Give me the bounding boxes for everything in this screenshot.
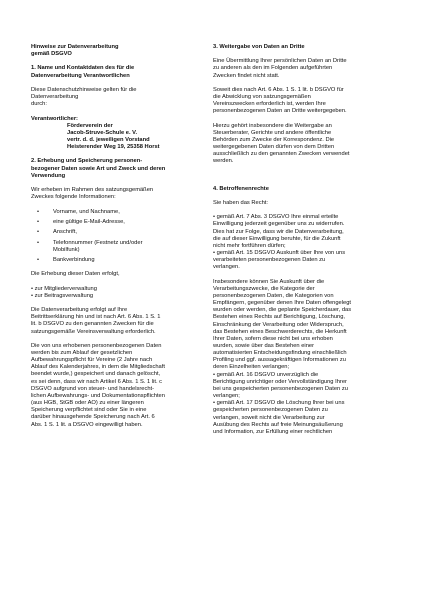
list-item: • eine gültige E-Mail-Adresse, [31,219,203,226]
list-item: • Vorname, und Nachname, [31,209,203,216]
right-column [213,44,399,436]
rights-paragraph-1: • gemäß Art. 7 Abs. 3 DSGVO Ihre einmal erteilte Einwilligung jederzeit gegenüber uns zu widerrufen. Dies hat zur Folge, dass wir die Datenverarbeitung, die auf dieser Einwilligung beruhte, für die Zukunft nicht mehr fortführen dürfen; • gemäß Art. 15 DSGVO Auskunft über Ihre von uns verarbeiteten personenbezogenen Daten zu verlangen. [213,214,346,271]
section-1-intro: Diese Datenschutzhinweise gelten für die Datenverarbeitung durch: [31,86,137,108]
section-1-title: 1. Name und Kontaktdaten des für die Datenverarbeitung Verantwortlichen [31,65,135,79]
rights-paragraph-2: Insbesondere können Sie Auskunft über die Verarbeitungszwecke, die Kategorie der personenbezogenen Daten, die Kategorien von Empfängern, gegenüber denen Ihre Daten offengelegt wurden oder werden, die geplante Speicherdauer, das Bestehen eines Rechts auf Berichtigung, Löschung, Einschränkung der Verarbeitung oder Widerspruch, das Bestehen eines Beschwerderechts, die Herkunft Ihrer Daten, sofern diese nicht bei uns erhoben wurden, sowie über das Bestehen einer automatisierten Entscheidungsfindung einschließlich Profiling und ggf. aussagekräftigen Informationen zu deren Einzelheiten verlangen; • gemäß Art. 16 DSGVO unverzüglich die Berichtigung unrichtiger oder Vervollständigung Ihrer bei uns gespeicherten personenbezogenen Daten zu verlangen; • gemäß Art. 17 DSGVO die Löschung Ihrer bei uns gespeicherten personenbezogenen Daten zu verlangen, soweit nicht die Verarbeitung zur Ausübung des Rechts auf freie Meinungsäußerung und Information, zur Erfüllung einer rechtlichen [213,278,352,435]
collected-data-list [31,209,203,265]
purpose-intro: Die Erhebung dieser Daten erfolgt, [31,271,120,278]
list-item: • Telefonnummer (Festnetz und/oder Mobilfunk) [31,240,203,254]
doc-title: Hinweise zur Datenverarbeitung gemäß DSGVO [31,44,119,58]
list-item: • Anschrift, [31,229,203,236]
left-column [31,44,203,429]
section-2-intro: Wir erheben im Rahmen des satzungsgemäßen Zweckes folgende Informationen: [31,187,154,201]
responsible-label: Verantwortlicher: [31,115,78,122]
retention-paragraph: Die von uns erhobenen personenbezogenen Daten werden bis zum Ablauf der gesetzlichen Aufbewahrungspflicht für Vereine (2 Jahre nach Ablauf des Kalenderjahres, in dem die Mitgliedschaft beendet wurde,) gespeichert und danach gelöscht, es sei denn, dass wir nach Artikel 6 Abs. 1 S. 1 lit. c DSGVO aufgrund von steuer- und handelsrecht- lichen Aufbewahrungs- und Dokumentationspflichten (aus HGB, StGB oder AO) zu einer längeren Speicherung verpflichtet sind oder Sie in eine darüber hinausgehende Speicherung nach Art. 6 Abs. 1 S. 1 lit. a DSGVO eingewilligt haben. [31,342,165,428]
section-3-paragraph-2: Soweit dies nach Art. 6 Abs. 1 S. 1 lit. b DSGVO für die Abwicklung von satzungsgemäßen Vereinszwecken erforderlich ist, werden Ihre personenbezogenen Daten an Dritte weitergegeben. [213,86,347,115]
section-3-paragraph-1: Eine Übermittlung Ihrer persönlichen Daten an Dritte zu anderen als den im Folgenden aufgeführten Zwecken findet nicht statt. [213,58,347,79]
section-3-paragraph-3: Hierzu gehört insbesondere die Weitergabe an Steuerberater, Gerichte und andere öffentliche Behörden zum Zwecke der Korrespondenz. Die weitergegebenen Daten dürfen von dem Dritten ausschließlich zu den genannten Zwecken verwendet werden. [213,122,350,165]
section-4-intro: Sie haben das Recht: [213,199,268,206]
responsible-address: Förderverein der Jacob-Struve-Schule e. V. vertr. d. d. jeweiligen Vorstand Heisterender Weg 19, 25358 Horst [67,122,160,151]
list-item: • Bankverbindung [31,257,203,264]
legal-basis-paragraph: Die Datenverarbeitung erfolgt auf Ihre Beitrittserklärung hin und ist nach Art. 6 Abs. 1 S. 1 lit. b DSGVO zu den genannten Zwecken für die satzungsgemäße Vereinsverwaltung erforderlich. [31,307,161,335]
section-4-title: 4. Betroffenenrechte [213,185,269,192]
purpose-list: • zur Mitgliederverwaltung • zur Beitragsverwaltung [31,285,97,299]
section-2-title: 2. Erhebung und Speicherung personen- bezogener Daten sowie Art und Zweck und deren Verwendung [31,158,166,179]
section-3-title: 3. Weitergabe von Daten an Dritte [213,44,305,50]
